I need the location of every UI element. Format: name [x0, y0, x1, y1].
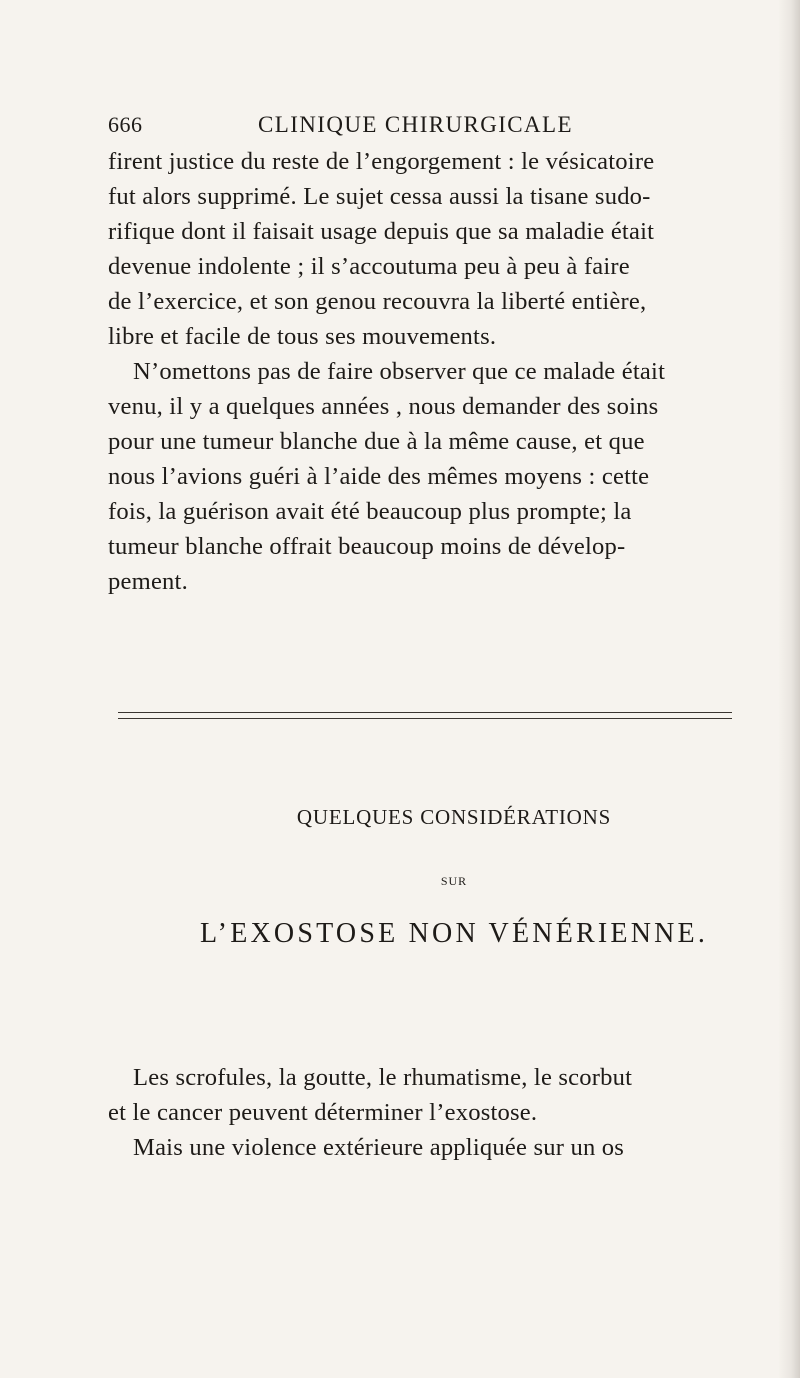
text-line: devenue indolente ; il s’accoutuma peu à peu à faire [108, 253, 630, 280]
section-divider [118, 712, 732, 719]
paragraph-1 [108, 144, 778, 354]
section-title: L’EXOSTOSE NON VÉNÉRIENNE. [199, 918, 709, 949]
text-line: nous l’avions guéri à l’aide des mêmes moyens : cette [108, 463, 650, 490]
text-line: libre et facile de tous ses mouvements. [108, 323, 497, 350]
text-line: et le cancer peuvent déterminer l’exostose. [108, 1099, 538, 1126]
text-line: tumeur blanche offrait beaucoup moins de dévelop- [108, 533, 626, 560]
text-line: fois, la guérison avait été beaucoup plus prompte; la [108, 498, 632, 525]
page-edge-shadow [778, 0, 800, 1378]
paragraph-4 [108, 1130, 778, 1165]
paragraph-2 [108, 354, 778, 599]
running-title: CLINIQUE CHIRURGICALE [258, 112, 573, 137]
text-line: fut alors supprimé. Le sujet cessa aussi la tisane sudo- [108, 183, 651, 210]
text-line: pement. [108, 568, 188, 595]
section-heading-connector: SUR [440, 874, 468, 888]
text-line: Mais une violence extérieure appliquée sur un os [133, 1134, 625, 1161]
text-line: N’omettons pas de faire observer que ce malade était [133, 358, 666, 385]
paragraph-3 [108, 1060, 778, 1130]
text-line: rifique dont il faisait usage depuis que sa maladie était [108, 218, 655, 245]
text-line: firent justice du reste de l’engorgement : le vésicatoire [108, 148, 655, 175]
text-line: Les scrofules, la goutte, le rhumatisme, le scorbut [133, 1064, 633, 1091]
text-line: de l’exercice, et son genou recouvra la liberté entière, [108, 288, 647, 315]
body-text-bottom [108, 1060, 778, 1165]
body-text-top [108, 144, 778, 599]
section-heading: QUELQUES CONSIDÉRATIONS [296, 805, 612, 829]
text-line: pour une tumeur blanche due à la même cause, et que [108, 428, 645, 455]
running-head [108, 112, 708, 142]
page-number: 666 [108, 112, 143, 137]
text-line: venu, il y a quelques années , nous demander des soins [108, 393, 659, 420]
